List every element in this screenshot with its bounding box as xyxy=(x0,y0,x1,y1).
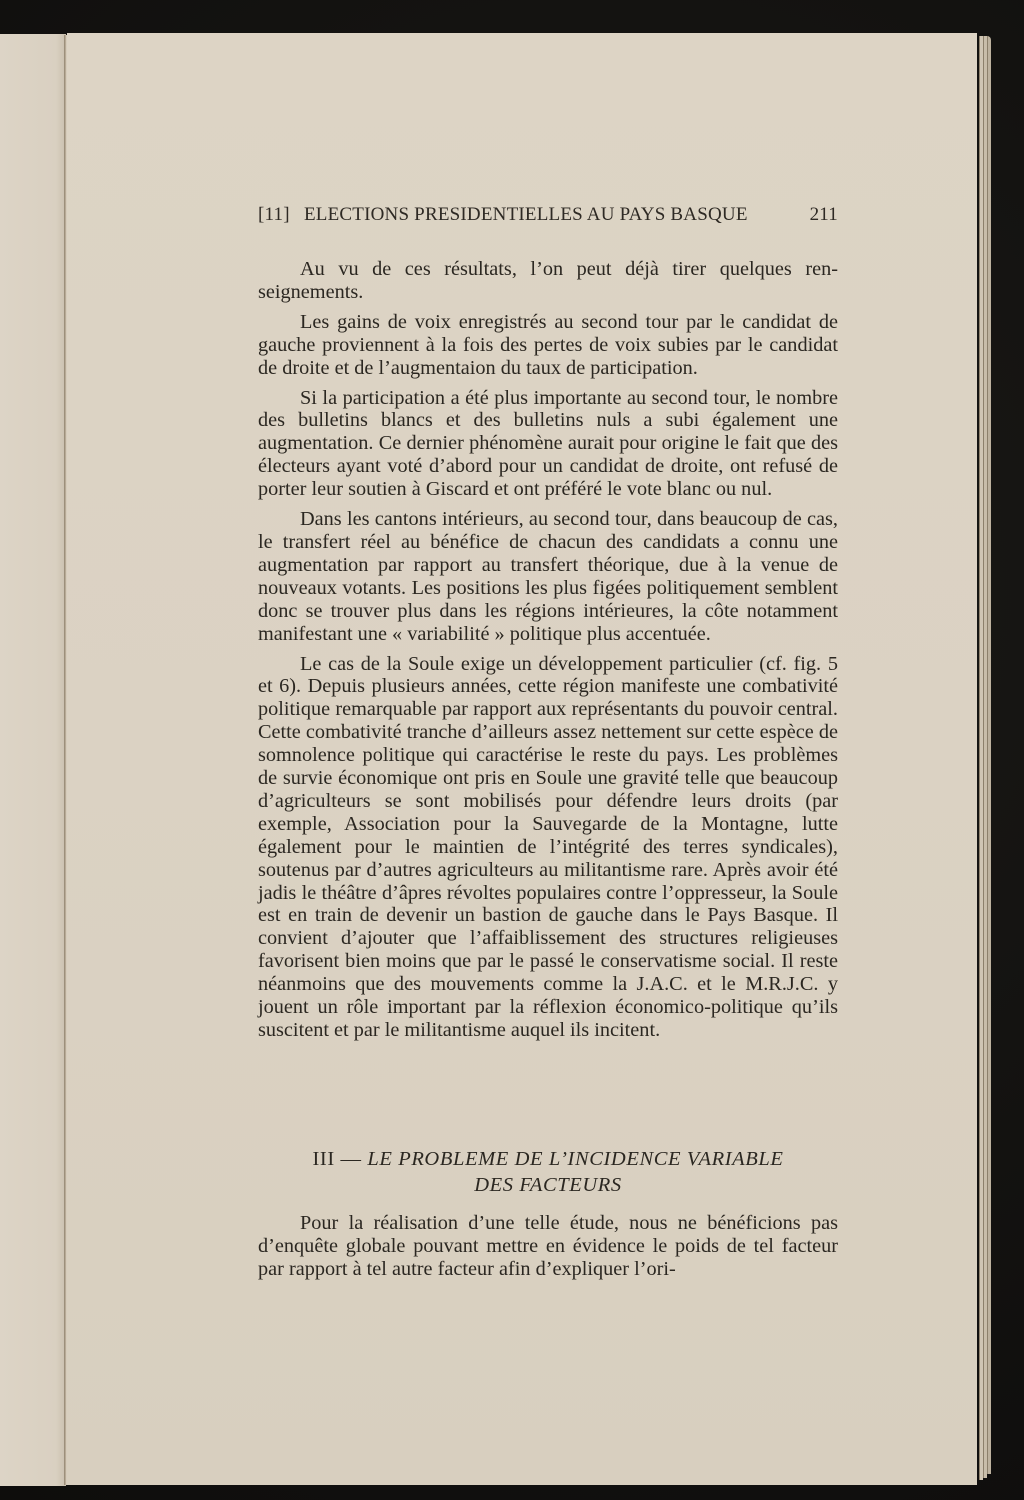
page-stack-edge xyxy=(979,36,983,1480)
closing-text xyxy=(258,1212,838,1281)
paragraph: Si la participation a été plus importante au second tour, le nombre des bulletins blancs et des bulletins nuls a subi également une augmentation. Ce dernier phénomène aurait pour origine le fait que des électeurs ayant voté d’abord pour un candidat de droite, ont refusé de porter leur soutien à Giscard et ont préféré le vote blanc ou nul. xyxy=(258,386,838,501)
paragraph: Au vu de ces résultats, l’on peut déjà tirer quelques renseignements. xyxy=(258,258,838,303)
section-heading-number: III — xyxy=(312,1148,362,1170)
facing-page-edge xyxy=(0,34,66,1486)
body-text xyxy=(258,258,838,1049)
section-heading-title-line1: LE PROBLEME DE L’INCIDENCE VARIABLE xyxy=(367,1148,784,1170)
section-heading xyxy=(258,1146,838,1198)
paragraph: Pour la réalisation d’une telle étude, nous ne bénéficions pas d’enquête globale pouvant mettre en évidence le poids de tel facteur par rapport à tel autre facteur afin d’expliquer l’ori- xyxy=(258,1212,838,1280)
paragraph: Le cas de la Soule exige un développement particulier (cf. fig. 5 et 6). Depuis plusieurs années, cette région manifeste une combativité politique remarquable par rapport aux représentants du pouvoir central. Cette combativité tranche d’ailleurs assez nettement sur cette espèce de somnolence politique qui caractérise le reste du pays. Les problèmes de survie économique ont pris en Soule une gravité telle que beaucoup d’agriculteurs se sont mobilisés pour défendre leurs droits (par exemple, Association pour la Sauvegarde de la Montagne, lutte également pour le maintien de l’intégrité des terres syndicales), soutenus par d’autres agriculteurs au militantisme rare. Après avoir été jadis le théâtre d’âpres révoltes populaires contre l’oppresseur, la Soule est en train de devenir un bastion de gauche dans le Pays Basque. Il convient d’ajouter que l’affaiblissement des structures religieuses favorisent bien moins que par le passé le conservatisme social. Il reste néanmoins que des mouvements comme la J.A.C. et le M.R.J.C. y jouent un rôle important par la réflexion économico-politique qu’ils suscitent et par le militantisme auquel ils incitent. xyxy=(258,652,838,1041)
section-number: [11] xyxy=(258,204,290,225)
paragraph: Dans les cantons intérieurs, au second tour, dans beaucoup de cas, le transfert réel au bénéfice de chacun des candidats a connu une augmentation par rapport au transfert théorique, due à la venue de nouveaux votants. Les positions les plus figées politiquement semblent donc se trouver plus dans les régions intérieures, la côte notamment manifestant une « variabilité » politique plus accentuée. xyxy=(258,508,838,645)
paragraph: Les gains de voix enregistrés au second tour par le candidat de gauche proviennent à la fois des pertes de voix subies par le candidat de droite et de l’augmentaion du taux de participation. xyxy=(258,310,838,379)
page-stack-edge xyxy=(987,36,991,1474)
page-stack-edge xyxy=(983,36,987,1478)
page-number: 211 xyxy=(809,204,838,225)
running-head-title: ELECTIONS PRESIDENTIELLES AU PAYS BASQUE xyxy=(304,204,748,225)
section-heading-title-line2: DES FACTEURS xyxy=(474,1174,622,1196)
running-head xyxy=(258,204,838,234)
